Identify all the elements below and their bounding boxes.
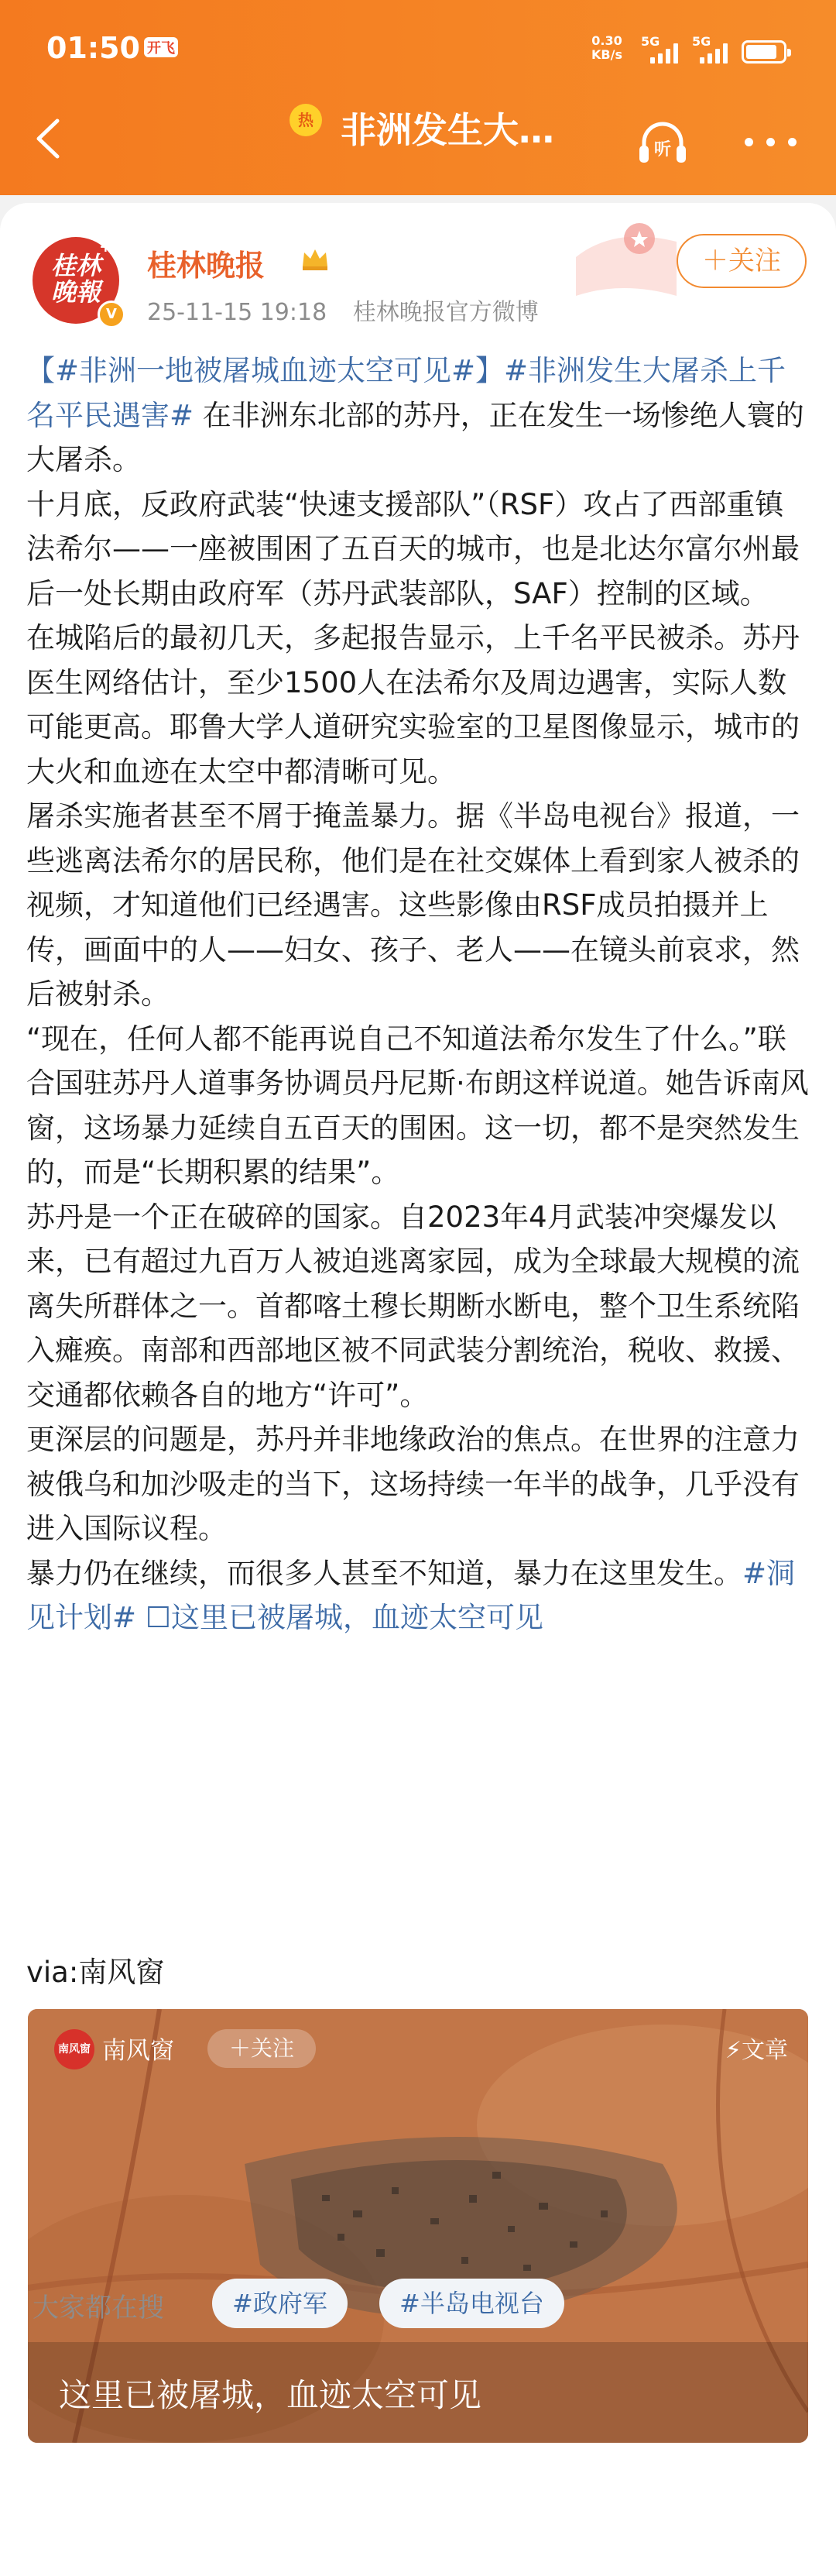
nav-bar — [0, 85, 836, 195]
signal-label-1: 5G — [641, 34, 660, 49]
hashtag-link[interactable]: #非洲发生大屠杀上千名平民遇害# — [26, 354, 786, 432]
post-meta — [147, 293, 557, 327]
paragraph-5: “现在，任何人都不能再说自己不知道法希尔发生了什么。”联合国驻苏丹人道事务协调员丹尼斯·布朗这样说道。她告诉南风窗，这场暴力延续自五百天的围困。这一切，都不是突然发生的，而是“长期积累的结果”。 — [26, 1022, 809, 1189]
article-link-icon[interactable]: ☐ — [145, 1601, 171, 1634]
network-speed-value: 0.30 — [591, 33, 622, 48]
listen-headphones-icon[interactable] — [636, 118, 689, 170]
network-speed — [591, 34, 622, 62]
paragraph-7: 更深层的问题是，苏丹并非地缘政治的焦点。在世界的注意力被俄乌和加沙吸走的当下，这场持续一年半的战争，几乎没有进入国际议程。 — [26, 1423, 800, 1545]
status-bar — [0, 0, 836, 85]
paragraph-text: 在非洲东北部的苏丹，正在发生一场惨绝人寰的大屠杀。 — [26, 398, 804, 476]
signal-icon — [650, 43, 683, 64]
trending-search-chip[interactable]: #政府军 — [212, 2279, 348, 2328]
article-type-label: ⚡文章 — [725, 2037, 788, 2064]
paragraph-4: 屠杀实施者甚至不屑于掩盖暴力。据《半岛电视台》报道，一些逃离法希尔的居民称，他们是在社交媒体上看到家人被杀的视频，才知道他们已经遇害。这些影像由RSF成员拍摄并上传，画面中的人——妇女、孩子、老人——在镜头前哀求，然后被射杀。 — [26, 799, 800, 1011]
post-card — [0, 203, 836, 2576]
paragraph-6: 苏丹是一个正在破碎的国家。自2023年4月武装冲突爆发以来，已有超过九百万人被迫逃离家园，成为全球最大规模的流离失所群体之一。首都喀土穆长期断水断电，整个卫生系统陷入瘫痪。南部和西部地区被不同武装分割统治，税收、救援、交通都依赖各自的地方“许可”。 — [26, 1200, 800, 1412]
signal-icon-2 — [700, 43, 732, 64]
back-arrow-icon[interactable] — [26, 115, 74, 163]
source-logo: 南风窗 — [54, 2029, 94, 2069]
article-card[interactable] — [28, 2009, 808, 2443]
verified-badge: V — [98, 301, 125, 328]
network-speed-unit: KB/s — [591, 47, 622, 62]
source-name[interactable]: 南风窗 — [102, 2037, 174, 2065]
more-options-icon[interactable] — [742, 127, 803, 158]
status-time: 01:50 — [46, 31, 140, 65]
via-source: via:南风窗 — [26, 1956, 165, 1989]
paragraph-2: 十月底，反政府武装“快速支援部队”（RSF）攻占了西部重镇法希尔——一座被围困了五百天的城市，也是北达尔富尔州最后一处长期由政府军（苏丹武装部队，SAF）控制的区域。 — [26, 487, 800, 610]
follow-button[interactable]: ＋关注 — [677, 234, 807, 288]
member-crown-icon — [300, 246, 330, 271]
avatar[interactable] — [33, 237, 123, 324]
post-date: 25-11-15 19:18 — [147, 299, 327, 326]
paragraph-8 — [26, 1551, 811, 1640]
article-link[interactable]: 这里已被屠城，血迹太空可见 — [170, 1601, 543, 1634]
notification-badge: 开飞 — [144, 37, 178, 57]
hashtag-link[interactable]: #非洲一地被屠城血迹太空可见# — [55, 354, 476, 387]
author-name[interactable]: 桂林晚报 — [147, 249, 266, 283]
paragraph-1: 【#非洲一地被屠城血迹太空可见#】#非洲发生大屠杀上千名平民遇害# 在非洲东北部的苏丹，正在发生一场惨绝人寰的大屠杀。 — [26, 354, 804, 476]
source-follow-button[interactable]: ＋关注 — [207, 2029, 316, 2068]
hot-topic-icon: 热 — [290, 104, 322, 136]
paragraph-3: 在城陷后的最初几天，多起报告显示，上千名平民被杀。苏丹医生网络估计，至少1500人在法希尔及周边遇害，实际人数可能更高。耶鲁大学人道研究实验室的卫星图像显示，城市的大火和血迹在太空中都清晰可见。 — [26, 621, 800, 788]
signal-label-2: 5G — [692, 34, 711, 49]
svg-text:听: 听 — [653, 140, 672, 160]
avatar-badge: +1 — [99, 237, 123, 256]
trending-search-label: 大家都在搜 — [33, 2293, 164, 2324]
decorative-banner-icon — [568, 211, 684, 304]
article-caption: 这里已被屠城，血迹太空可见 — [59, 2376, 482, 2414]
page-title: 非洲发生大… — [341, 109, 554, 151]
avatar-logo: 桂林晚報 — [50, 251, 101, 307]
post-body — [26, 349, 811, 1640]
paragraph-text: 暴力仍在继续，而很多人甚至不知道，暴力在这里发生。 — [26, 1556, 742, 1590]
hashtag-link[interactable]: #洞见计划# — [26, 1556, 796, 1634]
app-header — [0, 0, 836, 195]
post-source: 桂林晚报官方微博 — [352, 299, 539, 326]
battery-icon — [742, 40, 786, 64]
trending-search-chip[interactable]: #半岛电视台 — [379, 2279, 564, 2328]
